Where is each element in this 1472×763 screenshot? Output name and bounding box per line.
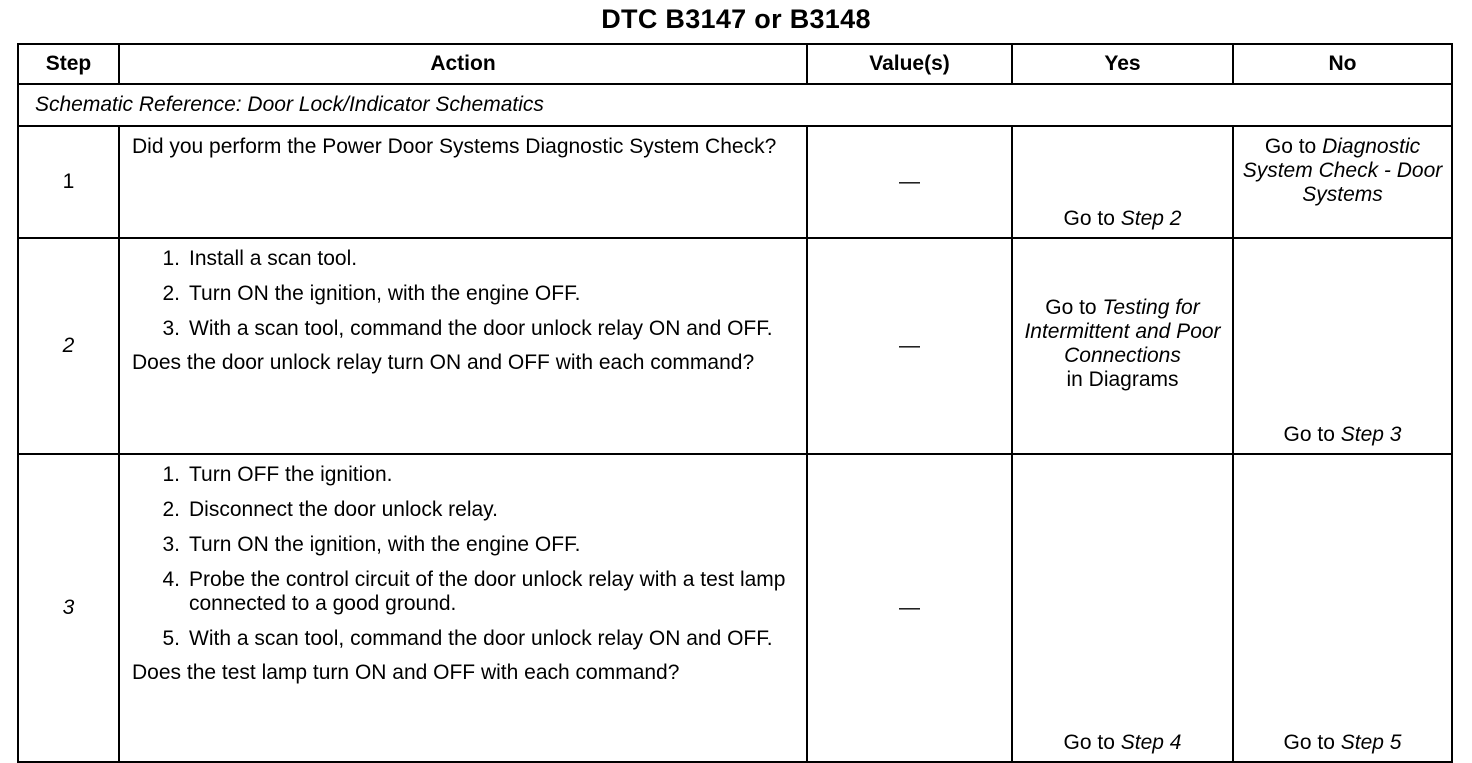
no-prefix: Go to bbox=[1283, 423, 1341, 446]
value-cell: — bbox=[807, 126, 1012, 238]
step-text: With a scan tool, command the door unlock relay ON and OFF. bbox=[189, 317, 773, 340]
step-index: 1. bbox=[162, 463, 180, 486]
step-number: 3 bbox=[18, 454, 119, 762]
table-row bbox=[18, 238, 1452, 454]
yes-text bbox=[1013, 731, 1232, 755]
list-item bbox=[132, 533, 794, 557]
no-cell bbox=[1233, 238, 1452, 454]
step-index: 4. bbox=[162, 568, 180, 591]
list-item bbox=[132, 317, 794, 341]
action-question: Does the test lamp turn ON and OFF with each command? bbox=[132, 661, 680, 684]
action-cell bbox=[119, 454, 807, 762]
no-content bbox=[1234, 127, 1451, 207]
step-text: Turn ON the ignition, with the engine OFF. bbox=[189, 533, 581, 556]
table-row bbox=[18, 126, 1452, 238]
step-text: With a scan tool, command the door unlock relay ON and OFF. bbox=[189, 627, 773, 650]
step-index: 1. bbox=[162, 247, 180, 270]
no-prefix: Go to bbox=[1283, 731, 1341, 754]
value-cell: — bbox=[807, 238, 1012, 454]
table-row bbox=[18, 454, 1452, 762]
no-link[interactable]: Step 5 bbox=[1340, 731, 1402, 754]
yes-content bbox=[1013, 296, 1232, 392]
step-number: 2 bbox=[18, 238, 119, 454]
yes-content bbox=[1013, 127, 1232, 237]
header-values: Value(s) bbox=[807, 44, 1012, 84]
yes-link[interactable]: Step 4 bbox=[1120, 731, 1182, 754]
step-index: 3. bbox=[162, 317, 180, 340]
yes-text bbox=[1013, 207, 1232, 231]
action-question: Did you perform the Power Door Systems Diagnostic System Check? bbox=[132, 135, 777, 158]
list-item bbox=[132, 498, 794, 522]
yes-prefix: Go to bbox=[1045, 296, 1103, 319]
no-text bbox=[1234, 731, 1451, 755]
action-cell bbox=[119, 238, 807, 454]
step-text: Probe the control circuit of the door unlock relay with a test lamp connected to a good ground. bbox=[189, 568, 786, 615]
schematic-row bbox=[18, 84, 1452, 126]
action-steps-list bbox=[132, 247, 794, 341]
yes-suffix: in Diagrams bbox=[1066, 368, 1179, 391]
no-content bbox=[1234, 239, 1451, 453]
list-item bbox=[132, 627, 794, 651]
step-index: 3. bbox=[162, 533, 180, 556]
yes-prefix: Go to bbox=[1063, 731, 1121, 754]
step-index: 5. bbox=[162, 627, 180, 650]
step-number: 1 bbox=[18, 126, 119, 238]
value-cell: — bbox=[807, 454, 1012, 762]
header-row bbox=[18, 44, 1452, 84]
list-item bbox=[132, 463, 794, 487]
step-text: Turn OFF the ignition. bbox=[189, 463, 393, 486]
action-question: Does the door unlock relay turn ON and OFF with each command? bbox=[132, 351, 755, 374]
no-content bbox=[1234, 455, 1451, 761]
no-cell bbox=[1233, 454, 1452, 762]
action-cell bbox=[119, 126, 807, 238]
no-cell bbox=[1233, 126, 1452, 238]
schematic-reference: Schematic Reference: Door Lock/Indicator Schematics bbox=[18, 84, 1452, 126]
list-item bbox=[132, 247, 794, 271]
yes-content bbox=[1013, 455, 1232, 761]
step-text: Disconnect the door unlock relay. bbox=[189, 498, 498, 521]
header-yes: Yes bbox=[1012, 44, 1233, 84]
header-step: Step bbox=[18, 44, 119, 84]
yes-link[interactable]: Step 2 bbox=[1120, 207, 1182, 230]
page-title: DTC B3147 or B3148 bbox=[601, 4, 871, 34]
step-index: 2. bbox=[162, 498, 180, 521]
action-steps-list bbox=[132, 463, 794, 651]
no-link[interactable]: Diagnostic System Check - Door Systems bbox=[1242, 135, 1443, 206]
no-text bbox=[1234, 423, 1451, 447]
yes-cell bbox=[1012, 126, 1233, 238]
no-link[interactable]: Step 3 bbox=[1340, 423, 1402, 446]
yes-cell bbox=[1012, 238, 1233, 454]
diagnostic-table bbox=[17, 43, 1453, 763]
header-no: No bbox=[1233, 44, 1452, 84]
yes-prefix: Go to bbox=[1063, 207, 1121, 230]
list-item bbox=[132, 568, 794, 616]
yes-cell bbox=[1012, 454, 1233, 762]
step-text: Turn ON the ignition, with the engine OFF. bbox=[189, 282, 581, 305]
no-prefix: Go to bbox=[1264, 135, 1323, 158]
header-action: Action bbox=[119, 44, 807, 84]
step-index: 2. bbox=[162, 282, 180, 305]
step-text: Install a scan tool. bbox=[189, 247, 358, 270]
yes-link[interactable]: Testing for Intermittent and Poor Connections bbox=[1024, 296, 1221, 367]
list-item bbox=[132, 282, 794, 306]
